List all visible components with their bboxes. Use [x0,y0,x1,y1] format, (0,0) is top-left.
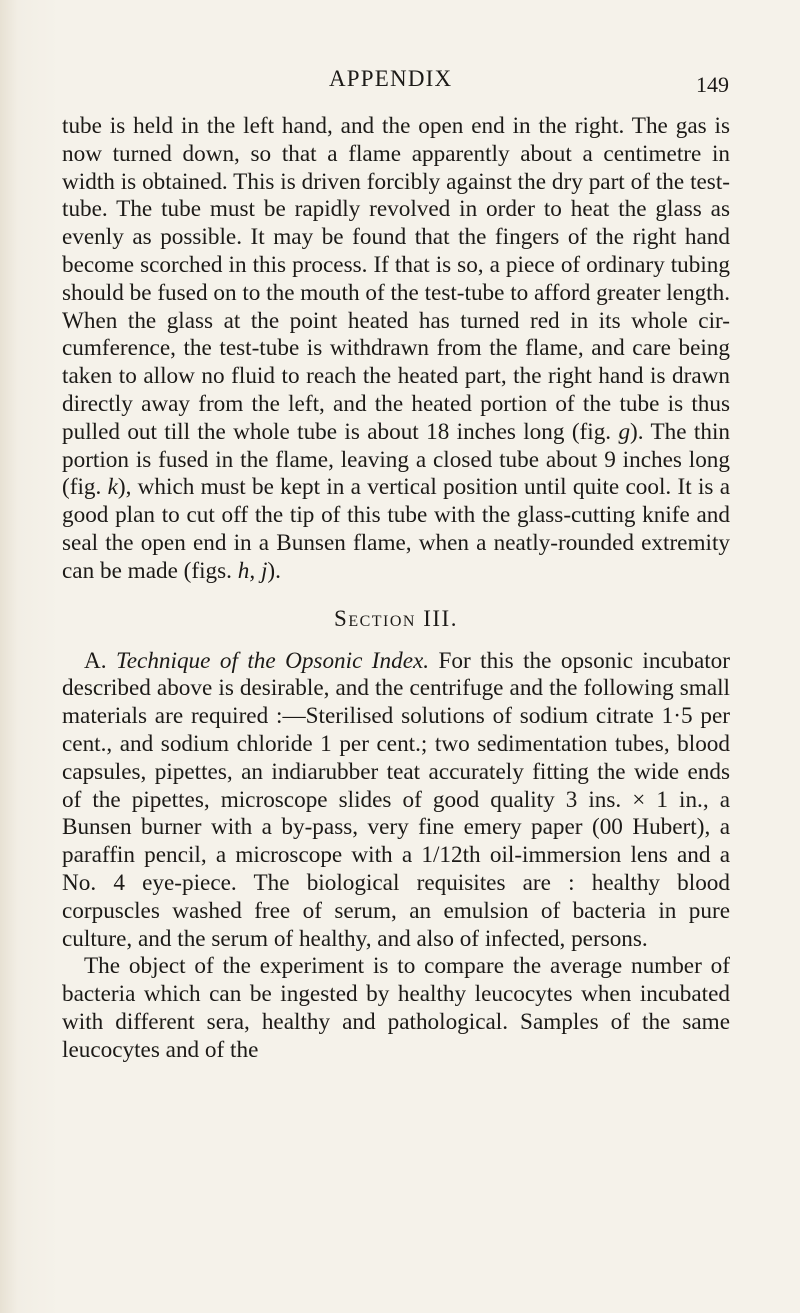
page-header [0,66,800,98]
paragraph-1: tube is held in the left hand, and the open end in the right. The gas is now turned down, so that a flame apparently about a centimetre in width is obtained. This is driven forcibly against the dry part of the test-tube. The tube must be rapidly revolved in order to heat the glass as evenly as possible. It may be found that the fingers of the right hand become scorched in this process. If that is so, a piece of ordinary tubing should be fused on to the mouth of the test-tube to afford greater length. When the glass at the point heated has turned red in its whole cir-cumference, the test-tube is withdrawn from the flame, and care being taken to allow no fluid to reach the heated part, the right hand is drawn directly away from the left, and the heated portion of the tube is thus pulled out till the whole tube is about 18 inches long (fig. g). The thin portion is fused in the flame, leaving a closed tube about 9 inches long (fig. k), which must be kept in a vertical position until quite cool. It is a good plan to cut off the tip of this tube with the glass-cutting knife and seal the open end in a Bunsen flame, when a neatly-rounded extremity can be made (figs. h, j). [62,113,730,584]
paragraph-3: The object of the experiment is to compare the average number of bacteria which can be ingested by healthy leucocytes when incubated with different sera, healthy and pathological. Samples of the same leucocytes and of the [62,953,730,1063]
section-heading: Section III. [334,605,458,631]
body-text [62,113,730,1065]
page-number: 149 [696,72,729,97]
running-head: APPENDIX [329,66,453,91]
paragraph-2: A. Technique of the Opsonic Index. For this the opsonic incubator described above is desirable, and the centrifuge and the following small materials are required :—Sterilised solutions of sodium citrate 1·5 per cent., and sodium chloride 1 per cent.; two sedimentation tubes, blood capsules, pipettes, an indiarubber teat accurately fitting the wide ends of the pipettes, microscope slides of good quality 3 ins. × 1 in., a Bunsen burner with a by-pass, very fine emery paper (00 Hubert), a paraffin pencil, a microscope with a 1/12th oil-immersion lens and a No. 4 eye-piece. The biological requisites are : healthy blood corpuscles washed free of serum, an emulsion of bacteria in pure culture, and the serum of healthy, and also of infected, persons. [62,647,730,952]
